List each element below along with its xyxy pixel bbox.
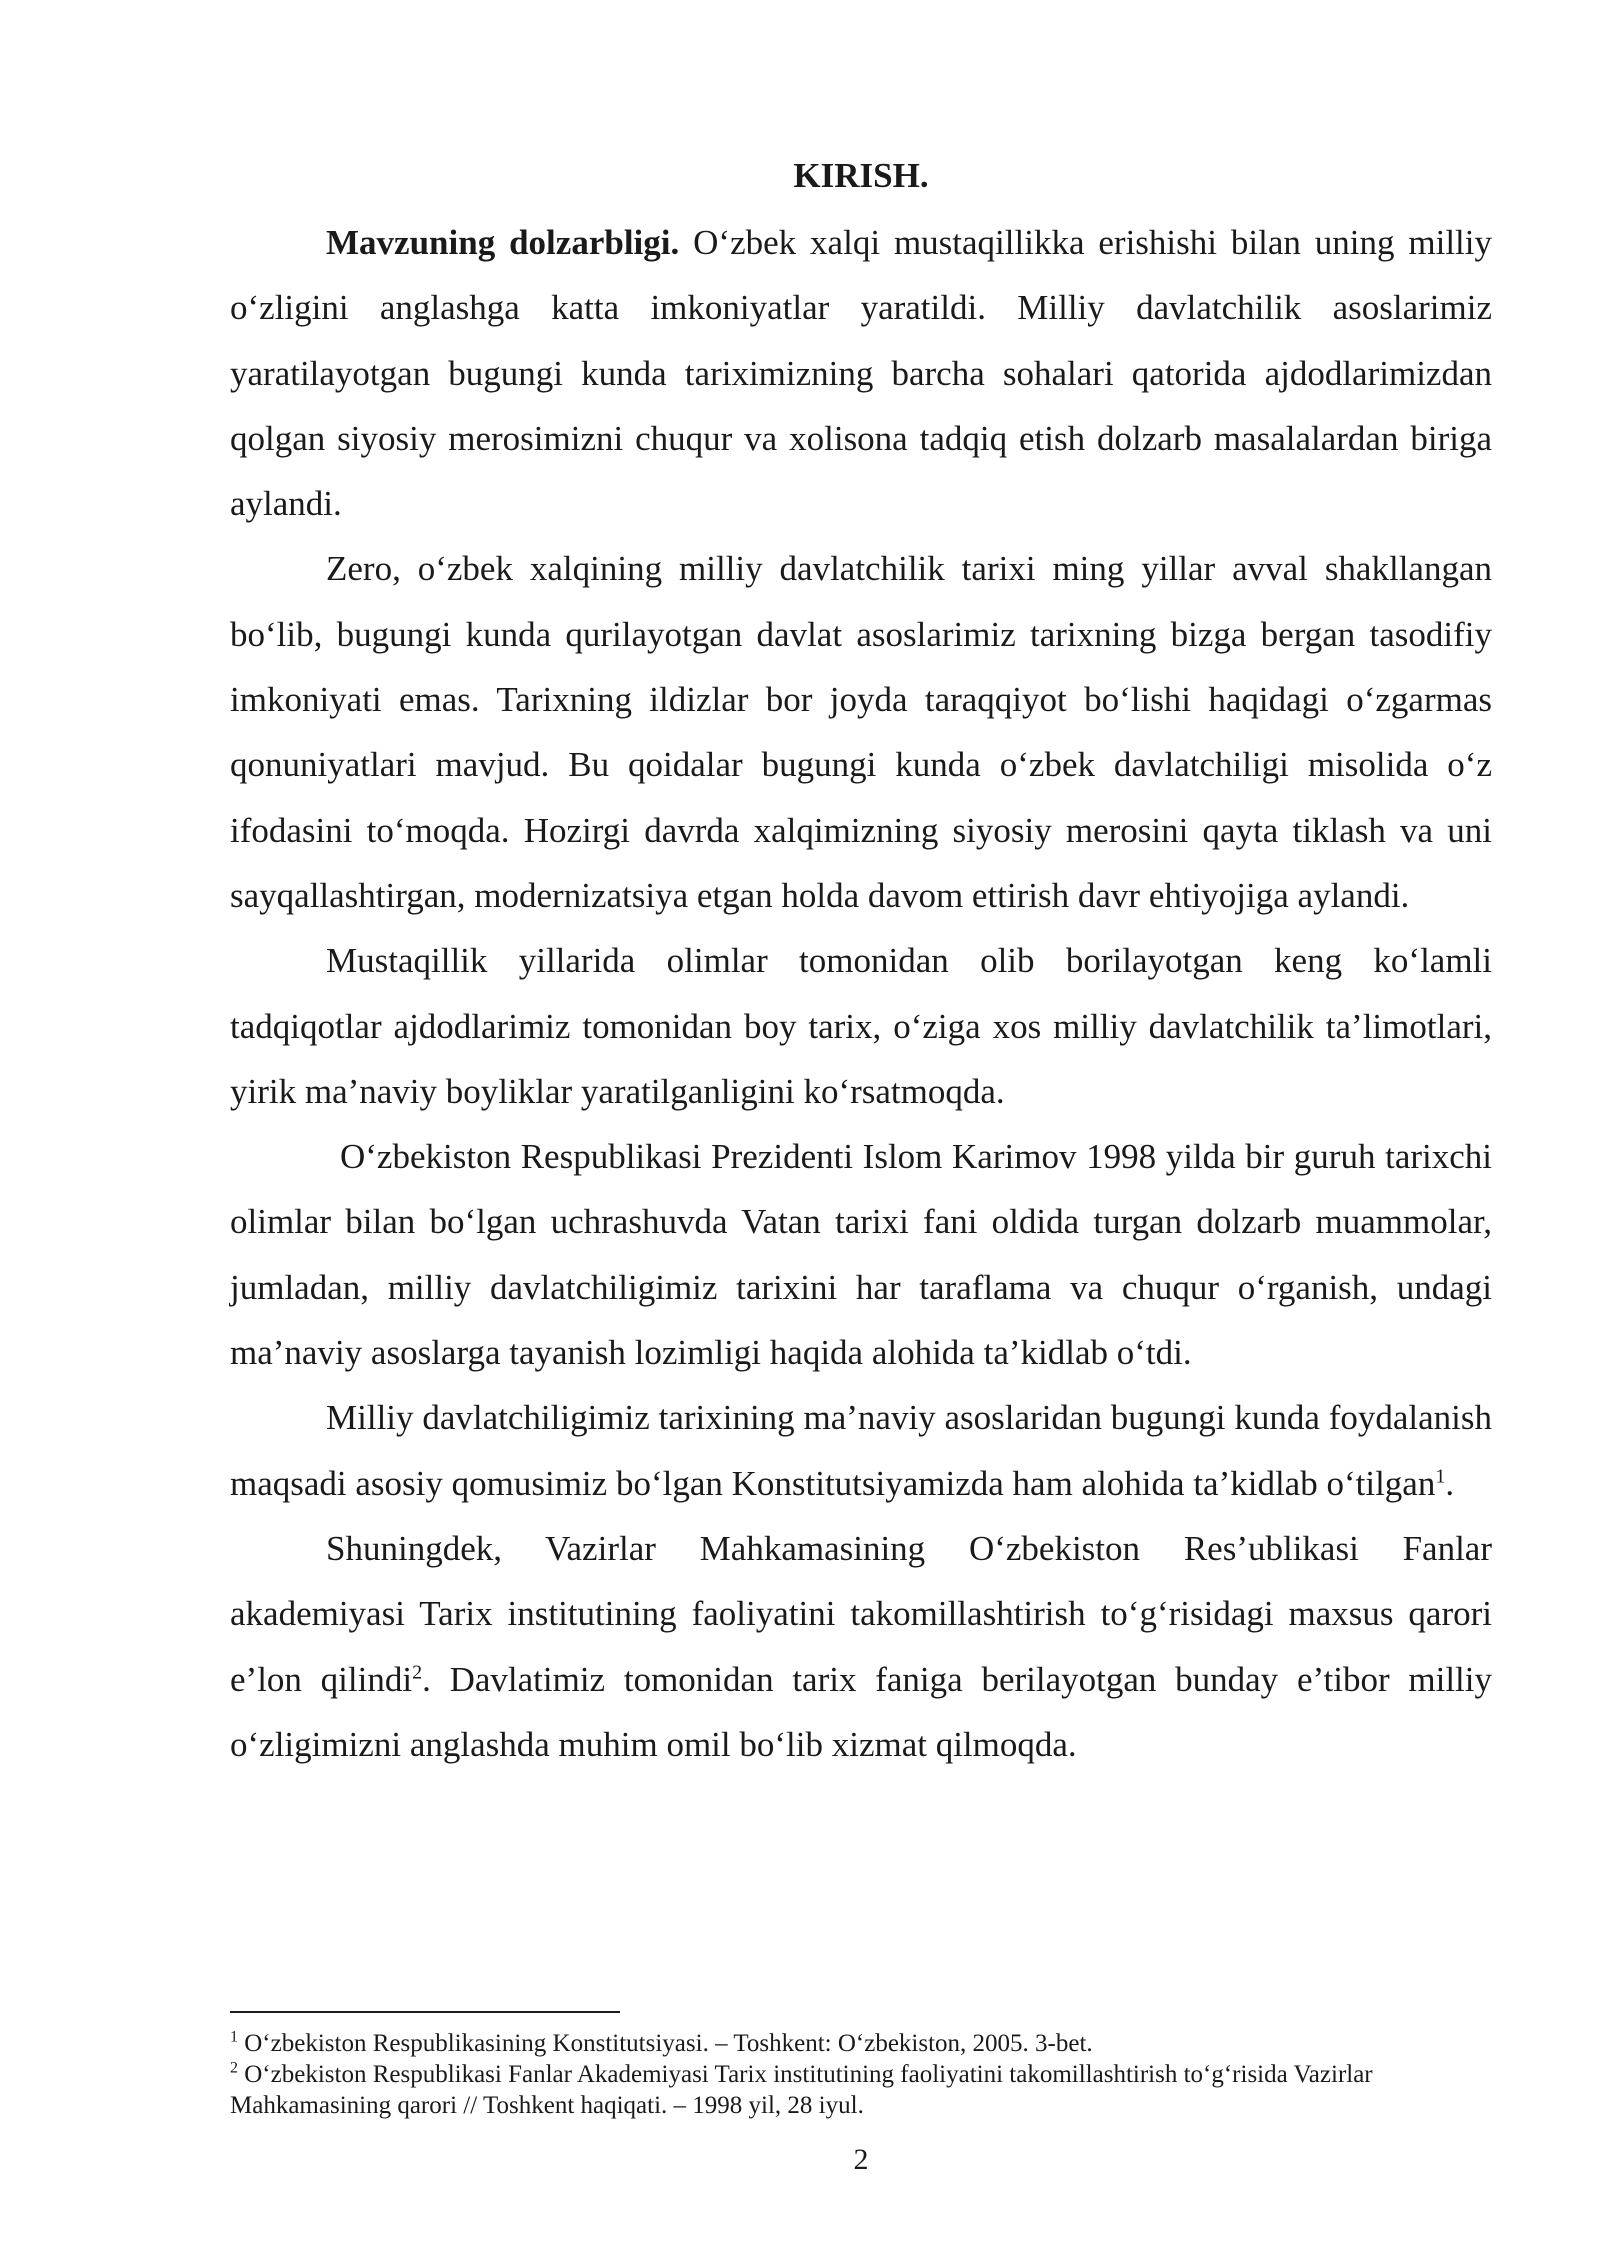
footnote (230, 2028, 1492, 2059)
paragraph-text: O‘zbek xalqi mustaqillikka erishishi bilan uning milliy o‘zligini anglashga katta imkoniyatlar yaratildi. Milliy davlatchilik asoslarimiz yaratilayotgan bugungi kunda tariximizning barcha sohalari qatorida ajdodlarimizdan qolgan siyosiy merosimizni chuqur va xolisona tadqiq etish dolzarb masalalardan biriga aylandi. (230, 223, 1493, 524)
footnote-text: O‘zbekiston Respublikasi Fanlar Akademiyasi Tarix institutining faoliyatini takomillashtirish to‘g‘risida Vazirlar Mahkamasining qarori // Toshkent haqiqati. – 1998 yil, 28 iyul. (230, 2061, 1373, 2119)
paragraph-president-meeting: O‘zbekiston Respublikasi Prezidenti Islom Karimov 1998 yilda bir guruh tarixchi olimlar bilan bo‘lgan uchrashuvda Vatan tarixi fani oldida turgan dolzarb muammolar, jumladan, milliy davlatchiligimiz tarixini har taraflama va chuqur o‘rganish, undagi ma’naviy asoslarga tayanish lozimligi haqida alohida ta’kidlab o‘tdi. (230, 1137, 1492, 1373)
section-heading: KIRISH. (793, 156, 929, 195)
paragraph-constitution (230, 1385, 1492, 1516)
page-number: 2 (853, 2143, 869, 2176)
paragraph-cabinet-decree (230, 1516, 1492, 1777)
paragraph-text: Milliy davlatchiligimiz tarixining ma’naviy asoslaridan bugungi kunda foydalanish maqsadi asosiy qomusimiz bo‘lgan Konstitutsiyamizda ham alohida ta’kidlab o‘tilgan (230, 1398, 1492, 1503)
paragraph-text-end: . (1445, 1463, 1455, 1503)
paragraph-relevance (230, 210, 1492, 536)
footnote-separator (230, 2011, 620, 2013)
footnote-mark: 1 (230, 2028, 238, 2046)
paragraph-text-end: . Davlatimiz tomonidan tarix faniga berilayotgan bunday e’tibor milliy o‘zligimizni anglashda muhim omil bo‘lib xizmat qilmoqda. (230, 1659, 1492, 1764)
footnote-reference: 2 (412, 1660, 423, 1683)
footnote (230, 2059, 1492, 2121)
paragraph-text: Shuningdek, Vazirlar Mahkamasining O‘zbekiston Res’ublikasi Fanlar akademiyasi Tarix institutining faoliyatini takomillashtirish to‘g‘risidagi maxsus qarori e’lon qilindi (230, 1528, 1492, 1699)
footnote-reference: 1 (1435, 1464, 1446, 1487)
footnote-mark: 2 (230, 2059, 238, 2077)
body-text (230, 210, 1492, 1777)
footnote-text: O‘zbekiston Respublikasining Konstitutsiyasi. – Toshkent: O‘zbekiston, 2005. 3-bet. (238, 2030, 1093, 2057)
paragraph-independence-research: Mustaqillik yillarida olimlar tomonidan olib borilayotgan keng ko‘lamli tadqiqotlar ajdodlarimiz tomonidan boy tarix, o‘ziga xos milliy davlatchilik ta’limotlari, yirik ma’naviy boyliklar yaratilganligini ko‘rsatmoqda. (230, 941, 1492, 1111)
paragraph-statehood-history: Zero, o‘zbek xalqining milliy davlatchilik tarixi ming yillar avval shakllangan bo‘lib, bugungi kunda qurilayotgan davlat asoslarimiz tarixning bizga bergan tasodifiy imkoniyati emas. Tarixning ildizlar bor joyda taraqqiyot bo‘lishi haqidagi o‘zgarmas qonuniyatlari mavjud. Bu qoidalar bugungi kunda o‘zbek davlatchiligi misolida o‘z ifodasini to‘moqda. Hozirgi davrda xalqimizning siyosiy merosini qayta tiklash va uni sayqallashtirgan, modernizatsiya etgan holda davom ettirish davr ehtiyojiga aylandi. (230, 549, 1492, 915)
paragraph-lead: Mavzuning dolzarbligi. (326, 223, 680, 262)
footnotes (230, 2028, 1492, 2121)
